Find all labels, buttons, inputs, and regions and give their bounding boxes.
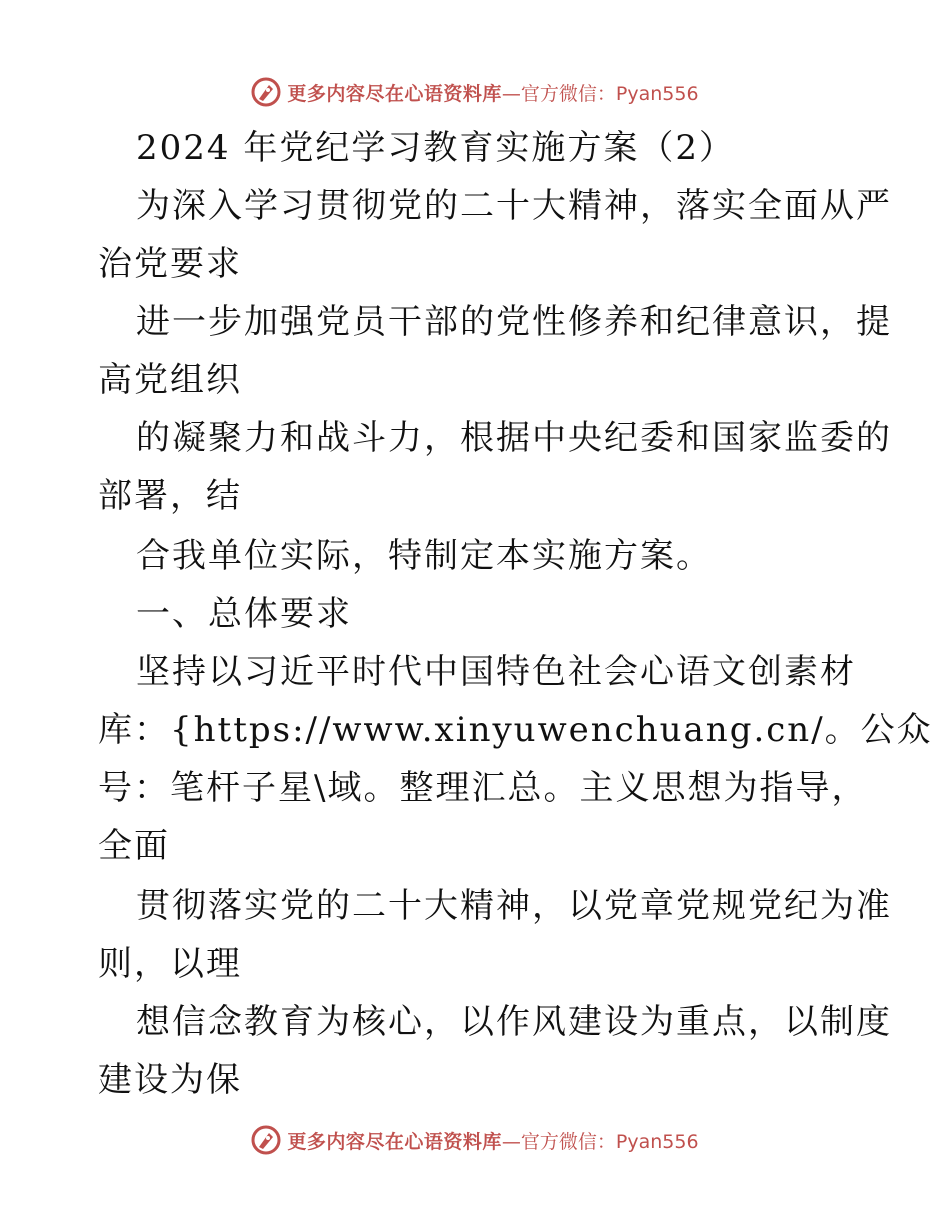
paragraph-line: 号：笔杆子星\域。整理汇总。主义思想为指导， [98, 768, 868, 808]
section-heading: 一、总体要求 [136, 594, 352, 634]
footer-watermark [0, 1120, 950, 1160]
paragraph-line: 则，以理 [98, 944, 242, 984]
paragraph-line: 建设为保 [98, 1060, 242, 1100]
paragraph-line: 的凝聚力和战斗力，根据中央纪委和国家监委的 [136, 418, 892, 458]
pen-nib-logo-icon [251, 1125, 281, 1155]
paragraph-line: 全面 [98, 826, 170, 866]
watermark-text: 更多内容尽在心语资料库 [287, 82, 502, 105]
paragraph-line: 库：{https://www.xinyuwenchuang.cn/。公众 [98, 710, 933, 750]
paragraph-line: 合我单位实际，特制定本实施方案。 [136, 536, 712, 576]
paragraph-line: 贯彻落实党的二十大精神，以党章党规党纪为准 [136, 886, 892, 926]
watermark-wechat: —官方微信：Pyan556 [501, 1130, 699, 1153]
paragraph-line: 为深入学习贯彻党的二十大精神，落实全面从严 [136, 186, 892, 226]
paragraph-line: 进一步加强党员干部的党性修养和纪律意识，提 [136, 302, 892, 342]
watermark-wechat: —官方微信：Pyan556 [501, 82, 699, 105]
paragraph-line: 高党组织 [98, 360, 242, 400]
paragraph-line: 想信念教育为核心，以作风建设为重点，以制度 [136, 1002, 892, 1042]
paragraph-line: 部署，结 [98, 476, 242, 516]
watermark-text: 更多内容尽在心语资料库 [287, 1130, 502, 1153]
paragraph-line: 治党要求 [98, 244, 242, 284]
document-title: 2024 年党纪学习教育实施方案（2） [136, 128, 735, 168]
paragraph-line: 坚持以习近平时代中国特色社会心语文创素材 [136, 652, 856, 692]
